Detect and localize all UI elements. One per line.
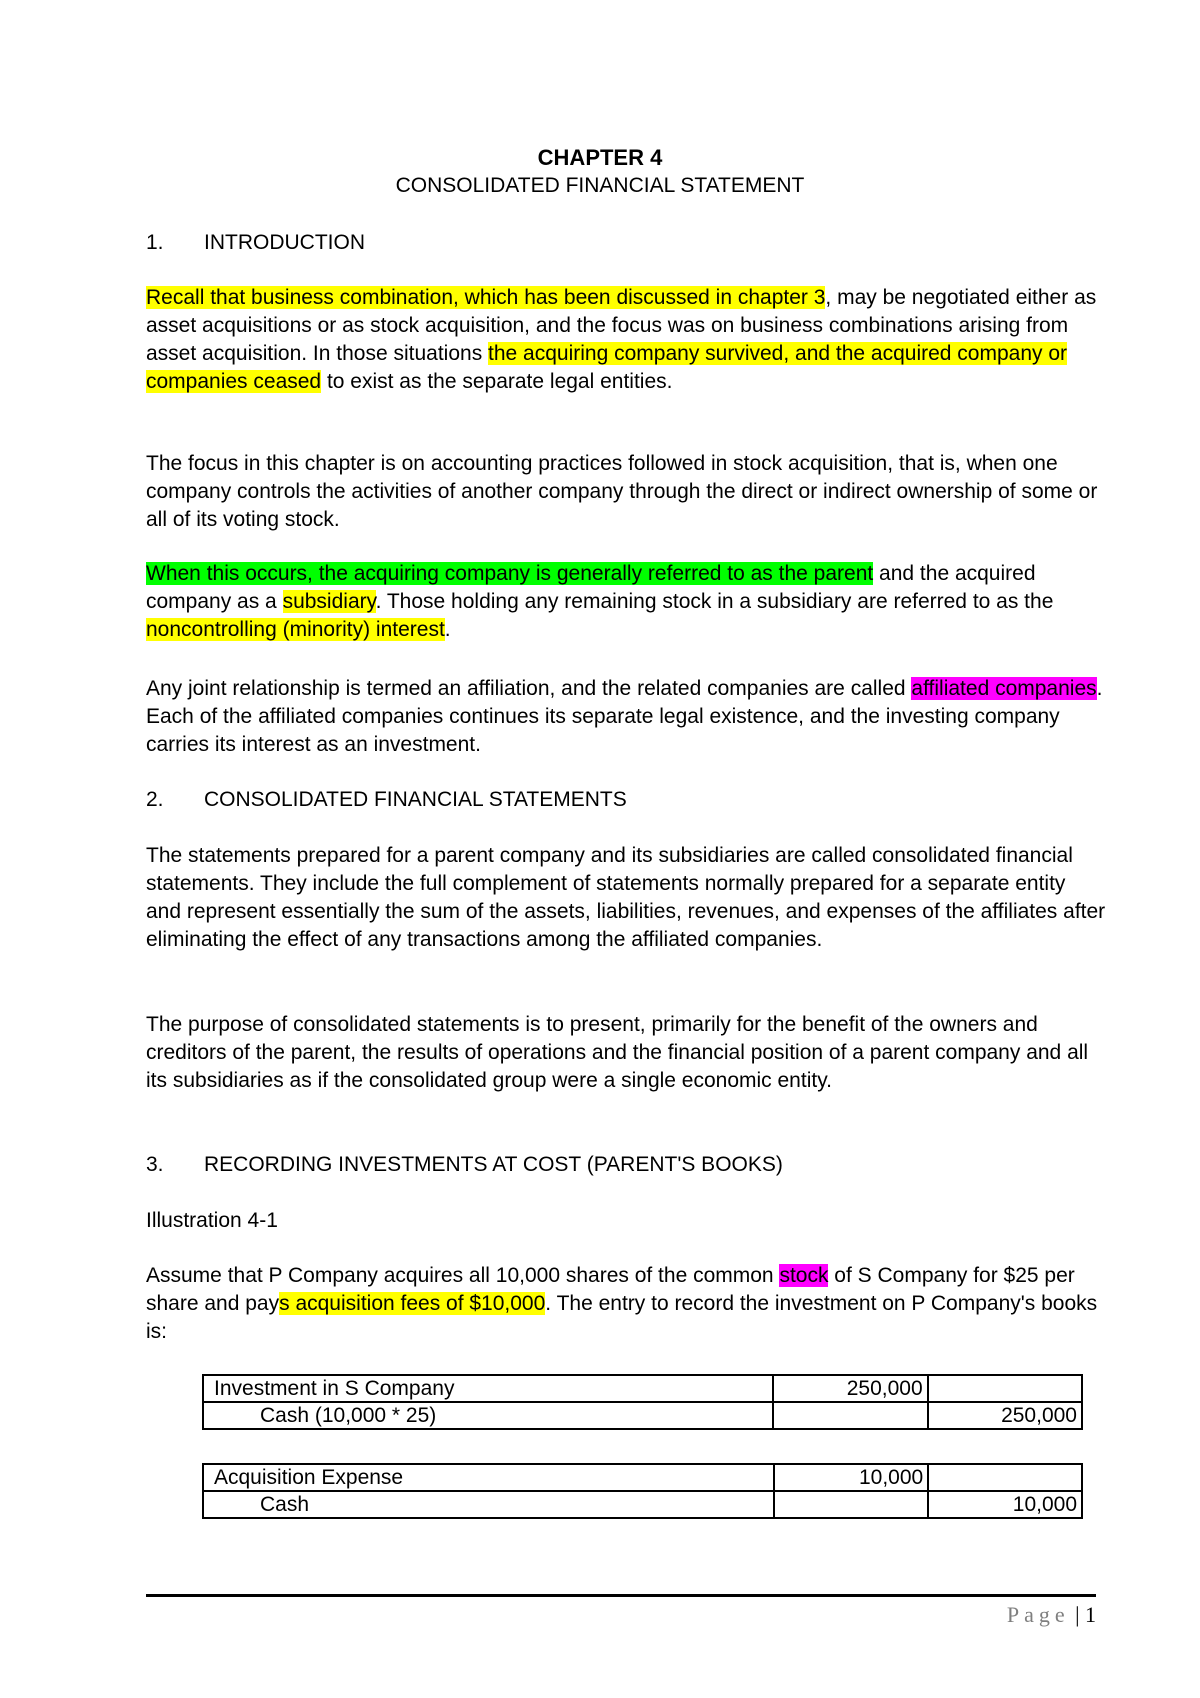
paragraph-statements: The statements prepared for a parent company and its subsidiaries are called consolidated financial statements. They include the full complement of statements normally prepared for a separate entity and represent essentially the sum of the assets, liabilities, revenues, and expenses of the affiliates after eliminating the effect of any transactions among the affiliated companies. (146, 844, 1106, 951)
highlight-yellow: s acquisition fees of $10,000 (279, 1292, 546, 1315)
highlight-yellow: the acquiring company survived, and the acquired company or companies ceased (146, 342, 1068, 393)
account-cell: Cash (10,000 * 25) (203, 1402, 773, 1429)
credit-cell (928, 1375, 1082, 1402)
table-row (203, 1464, 1082, 1491)
page-label: Page (1006, 1602, 1070, 1627)
debit-cell (773, 1402, 927, 1429)
chapter-title: CHAPTER 4 (537, 145, 663, 170)
chapter-header (0, 144, 1200, 200)
section-number: 1. (146, 231, 164, 254)
paragraph-text: Any joint relationship is termed an affiliation, and the related companies are called (146, 677, 912, 700)
footer-divider (146, 1594, 1096, 1597)
paragraph-text: . Those holding any remaining stock in a subsidiary are referred to as the (375, 590, 1054, 613)
section-heading-consolidated (146, 786, 1106, 814)
journal-entry-investment (202, 1374, 1083, 1430)
paragraph-recall (146, 284, 1106, 396)
highlight-magenta: affiliated companies (911, 677, 1097, 700)
paragraph-text: . Each of the affiliated companies continues its separate legal existence, and the investing company carries its interest as an investment. (146, 677, 1103, 756)
table-row (203, 1375, 1082, 1402)
table-row (203, 1491, 1082, 1518)
highlight-green: When this occurs, the acquiring company is generally referred to as the parent (146, 562, 874, 585)
highlight-magenta: stock (779, 1264, 829, 1287)
paragraph-text: . The entry to record the investment on P Company's books is: (146, 1292, 1098, 1343)
paragraph-parent-subsidiary (146, 560, 1106, 644)
section-number: 3. (146, 1153, 164, 1176)
paragraph-purpose: The purpose of consolidated statements is to present, primarily for the benefit of the owners and creditors of the parent, the results of operations and the financial position of a parent company and all its subsidiaries as if the consolidated group were a single economic entity. (146, 1013, 1089, 1092)
highlight-yellow: noncontrolling (minority) interest (146, 618, 445, 641)
debit-cell: 250,000 (773, 1375, 927, 1402)
paragraph-assume (146, 1262, 1106, 1346)
credit-cell: 10,000 (928, 1491, 1082, 1518)
section-number: 2. (146, 788, 164, 811)
paragraph-affiliation (146, 675, 1106, 759)
paragraph-text: . (444, 618, 451, 641)
illustration-label: Illustration 4-1 (146, 1209, 278, 1232)
page-number: 1 (1085, 1602, 1096, 1627)
account-cell: Cash (203, 1491, 774, 1518)
account-cell: Acquisition Expense (203, 1464, 774, 1491)
credit-cell: 250,000 (928, 1402, 1082, 1429)
chapter-subtitle: CONSOLIDATED FINANCIAL STATEMENT (395, 174, 805, 197)
section-title: RECORDING INVESTMENTS AT COST (PARENT'S BOOKS) (204, 1153, 783, 1176)
paragraph-text: of S Company for $25 per share and pay (146, 1264, 1075, 1315)
highlight-yellow: Recall that business combination, which has been discussed in chapter 3 (146, 286, 826, 309)
section-title: INTRODUCTION (204, 231, 365, 254)
page-number-footer (1007, 1602, 1096, 1628)
section-title: CONSOLIDATED FINANCIAL STATEMENTS (204, 788, 627, 811)
credit-cell (928, 1464, 1082, 1491)
account-cell: Investment in S Company (203, 1375, 773, 1402)
paragraph-text: and the acquired company as a (146, 562, 1036, 613)
section-heading-introduction (146, 229, 1106, 257)
paragraph-text: , may be negotiated either as asset acquisitions or as stock acquisition, and the focus was on business combinations arising from asset acquisition. In those situations (146, 286, 1097, 365)
table-row (203, 1402, 1082, 1429)
section-heading-recording (146, 1151, 1106, 1179)
page-separator: | (1075, 1602, 1080, 1627)
paragraph-text: to exist as the separate legal entities. (321, 370, 673, 393)
debit-cell (774, 1491, 928, 1518)
journal-entry-acquisition-expense (202, 1463, 1083, 1519)
paragraph-text: Assume that P Company acquires all 10,000 shares of the common (146, 1264, 780, 1287)
debit-cell: 10,000 (774, 1464, 928, 1491)
paragraph-focus: The focus in this chapter is on accounting practices followed in stock acquisition, that is, when one company controls the activities of another company through the direct or indirect ownership of some or all of its voting stock. (146, 452, 1098, 531)
highlight-yellow: subsidiary (282, 590, 376, 613)
